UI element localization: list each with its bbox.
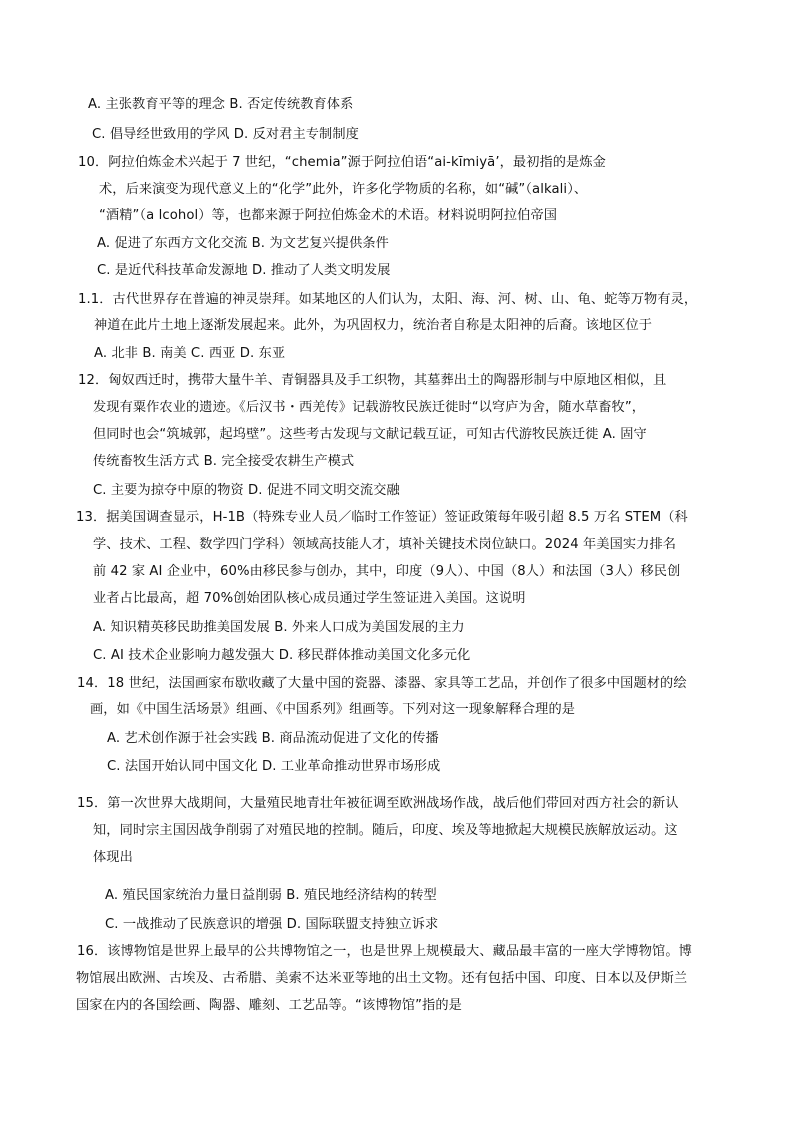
q16-stem-line-3: 国家在内的各国绘画、陶器、雕刻、工艺品等。“该博物馆”指的是 [76, 998, 462, 1013]
q10-stem-line-1: 10．阿拉伯炼金术兴起于 7 世纪，“chemia”源于阿拉伯语“ai-kīmiyā’，最初指的是炼金 [78, 155, 606, 170]
q13-stem-line-2: 学、技术、工程、数学四门学科）领域高技能人才，填补关键技术岗位缺口。2024 年美国实力排名 [93, 537, 677, 552]
q13-stem-line-3: 前 42 家 AI 企业中，60%由移民参与创办，其中，印度（9人）、中国（8人）和法国（3人）移民创 [93, 564, 681, 579]
q16-stem-line-2: 物馆展出欧洲、古埃及、古希腊、美索不达米亚等地的出土文物。还有包括中国、印度、日本以及伊斯兰 [76, 971, 688, 986]
q10-stem-line-3: “酒精”（a lcohol）等，也都来源于阿拉伯炼金术的术语。材料说明阿拉伯帝国 [99, 208, 558, 223]
q12-options-cd: C. 主要为掠夺中原的物资 D. 促进不同文明交流交融 [93, 483, 400, 498]
q14-stem-line-1: 14．18 世纪，法国画家布歇收藏了大量中国的瓷器、漆器、家具等工艺品，并创作了很多中国题材的绘 [77, 676, 687, 691]
q15-stem-line-1: 15．第一次世界大战期间，大量殖民地青壮年被征调至欧洲战场作战，战后他们带回对西方社会的新认 [77, 796, 679, 811]
q14-options-ab: A. 艺术创作源于社会实践 B. 商品流动促进了文化的传播 [107, 731, 439, 746]
q13-stem-line-1: 13．据美国调查显示，H-1B（特殊专业人员／临时工作签证）签证政策每年吸引超 8.5 万名 STEM（科 [76, 510, 688, 525]
q10-options-cd: C. 是近代科技革命发源地 D. 推动了人类文明发展 [97, 263, 391, 278]
q15-options-ab: A. 殖民国家统治力量日益削弱 B. 殖民地经济结构的转型 [105, 888, 437, 903]
q16-stem-line-1: 16．该博物馆是世界上最早的公共博物馆之一，也是世界上规模最大、藏品最丰富的一座大学博物馆。博 [77, 944, 692, 959]
q15-options-cd: C. 一战推动了民族意识的增强 D. 国际联盟支持独立诉求 [105, 917, 439, 932]
q15-stem-line-2: 知，同时宗主国因战争削弱了对殖民地的控制。随后，印度、埃及等地掀起大规模民族解放运动。这 [93, 823, 678, 838]
q12-stem-line-4: 传统畜牧生活方式 B. 完全接受农耕生产模式 [93, 454, 355, 469]
q12-stem-line-2: 发现有粟作农业的遗迹。《后汉书・西羌传》记载游牧民族迁徙时“以穹庐为舍，随水草畜牧”， [93, 400, 646, 415]
q11-stem-line-2: 神道在此片土地上逐渐发展起来。此外，为巩固权力，统治者自称是太阳神的后裔。该地区位于 [94, 318, 653, 333]
q10-stem-line-2: 术，后来演变为现代意义上的“化学”此外，许多化学物质的名称，如“碱”（alkali）、 [99, 182, 588, 197]
q14-stem-line-2: 画，如《中国生活场景》组画、《中国系列》组画等。下列对这一现象解释合理的是 [90, 702, 576, 717]
q13-options-cd: C. AI 技术企业影响力越发强大 D. 移民群体推动美国文化多元化 [93, 648, 471, 663]
q13-stem-line-4: 业者占比最高，超 70%创始团队核心成员通过学生签证进入美国。这说明 [93, 591, 526, 606]
q14-options-cd: C. 法国开始认同中国文化 D. 工业革命推动世界市场形成 [107, 759, 441, 774]
q9-options-cd: C. 倡导经世致用的学风 D. 反对君主专制制度 [92, 127, 359, 142]
q10-options-ab: A. 促进了东西方文化交流 B. 为文艺复兴提供条件 [97, 236, 389, 251]
q12-stem-line-1: 12．匈奴西迁时，携带大量牛羊、青铜器具及手工织物，其墓葬出土的陶器形制与中原地区相似，且 [78, 373, 667, 388]
q11-options: A. 北非 B. 南美 C. 西亚 D. 东亚 [94, 346, 286, 361]
q9-options-ab: A. 主张教育平等的理念 B. 否定传统教育体系 [88, 97, 354, 112]
q12-stem-line-3: 但同时也会“筑城郭，起坞壁”。这些考古发现与文献记载互证，可知古代游牧民族迁徙 A. 固守 [93, 427, 647, 442]
q13-options-ab: A. 知识精英移民助推美国发展 B. 外来人口成为美国发展的主力 [93, 620, 465, 635]
q15-stem-line-3: 体现出 [93, 850, 133, 865]
q11-stem-line-1: 1.1．古代世界存在普遍的神灵崇拜。如某地区的人们认为，太阳、海、河、树、山、龟、蛇等万物有灵， [78, 292, 698, 307]
